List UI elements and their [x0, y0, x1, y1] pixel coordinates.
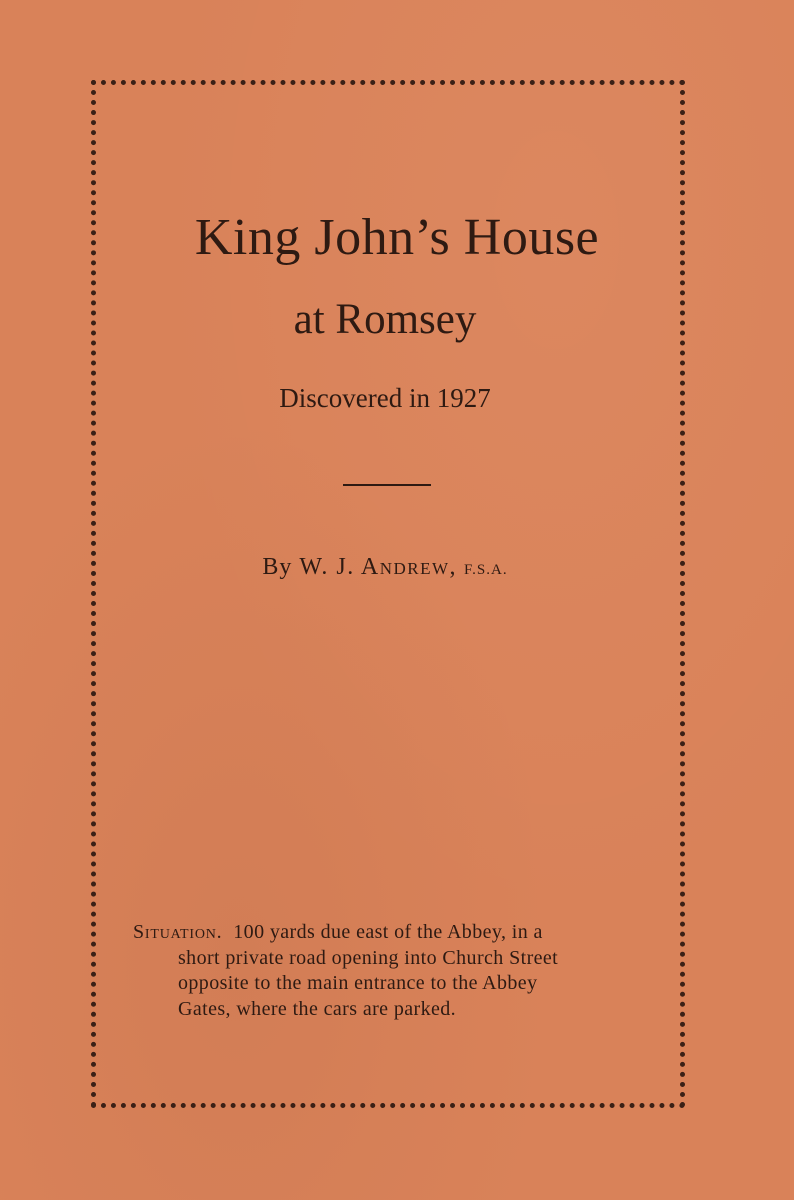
author-byline [0, 552, 770, 585]
discovery-line: Discovered in 1927 [279, 383, 491, 413]
cover-title: King John’s House [194, 209, 600, 266]
situation-line-1 [133, 920, 653, 946]
situation-label: Situation. [133, 921, 223, 943]
byline-prefix: By [262, 554, 293, 580]
situation-line-2: short private road opening into Church Street [178, 946, 559, 969]
author-credential: F.S.A. [464, 562, 508, 578]
situation-line-4: Gates, where the cars are parked. [178, 997, 457, 1020]
situation-paragraph [133, 920, 653, 1022]
divider-rule [343, 484, 431, 486]
situation-line-3: opposite to the main entrance to the Abbey [178, 972, 538, 994]
cover-subtitle: at Romsey [293, 296, 477, 343]
situation-text-1: 100 yards due east of the Abbey, in a [233, 921, 543, 943]
author-name: W. J. Andrew, [299, 554, 458, 580]
